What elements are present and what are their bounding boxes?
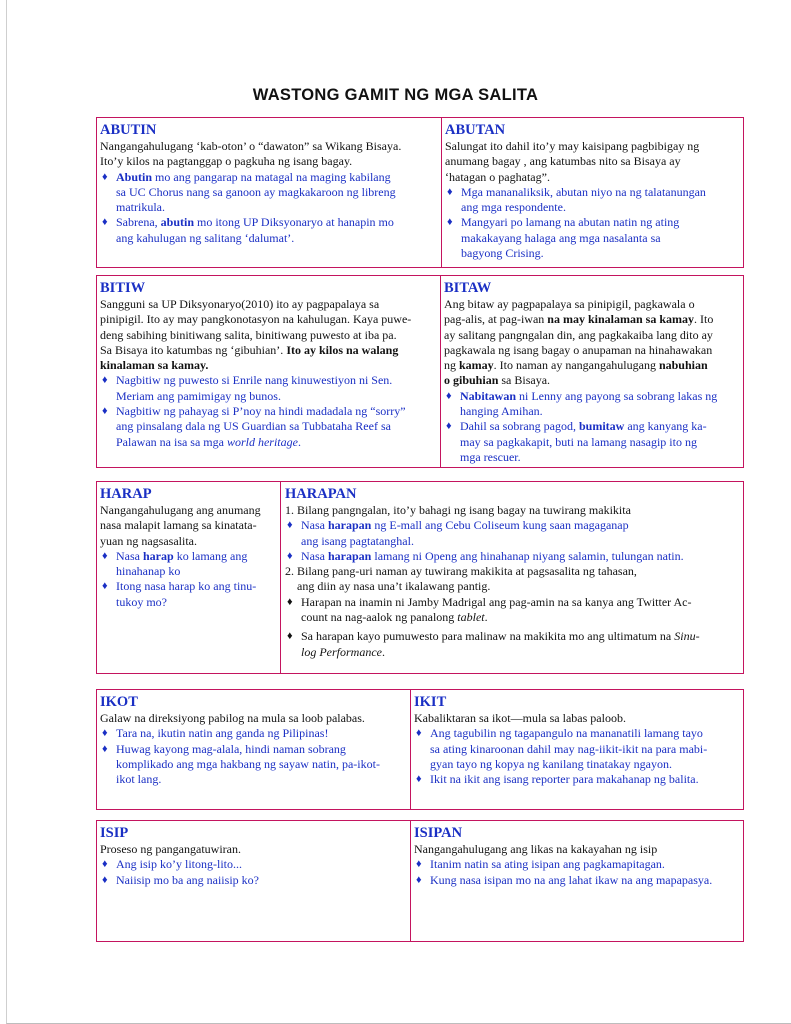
heading-bitiw: BITIW: [100, 280, 146, 296]
cell-ikot: [100, 694, 408, 787]
diamond-bullet-icon: ♦: [287, 519, 293, 532]
cell-ikit: [414, 694, 742, 787]
cell-harapan: [285, 486, 741, 660]
diamond-bullet-icon: ♦: [416, 773, 422, 786]
heading-bitaw: BITAW: [444, 280, 492, 296]
box-divider: [410, 690, 411, 809]
example-item: ♦ Nagbitiw ng pahayag si P’noy na hindi madadala ng “sorry” ang pinsalang dala ng US Guardian sa Tubbataha Reef sa Palawan na isa sa mga world heritage.: [102, 404, 406, 449]
diamond-bullet-icon: ♦: [102, 549, 108, 562]
example-item: ♦ Naiisip mo ba ang naiisip ko?: [102, 872, 259, 887]
diamond-bullet-icon: ♦: [102, 405, 108, 418]
definition-ikot: Galaw na direksiyong pabilog na mula sa loob palabas.: [100, 711, 365, 725]
box-divider: [441, 118, 442, 267]
example-item: ♦ Sabrena, abutin mo itong UP Diksyonaryo at hanapin mo ang kahulugan ng salitang ‘dalumat’.: [102, 215, 394, 245]
diamond-bullet-icon: ♦: [416, 873, 422, 886]
example-item: ♦ Nabitawan ni Lenny ang payong sa sobrang lakas ng hanging Amihan.: [446, 388, 718, 419]
example-item: ♦ Abutin mo ang pangarap na matagal na maging kabilang sa UC Chorus nang sa ganoon ay magkakaroon ng libreng matrikula.: [102, 169, 396, 215]
diamond-bullet-icon: ♦: [287, 549, 293, 562]
diamond-bullet-icon: ♦: [102, 216, 108, 229]
definition-abutin: Nangangahulugang ‘kab-oton’ o “dawaton” sa Wikang Bisaya. Ito’y kilos na pagtanggap o pagkuha ng isang bagay.: [100, 139, 402, 169]
cell-bitiw: [100, 280, 438, 450]
examples-abutin: [100, 170, 438, 246]
cell-isip: [100, 825, 408, 888]
definition-isip: Proseso ng pangangatuwiran.: [100, 842, 241, 856]
example-item: ♦ Tara na, ikutin natin ang ganda ng Pilipinas!: [102, 726, 329, 741]
example-item: ♦ Harapan na inamin ni Jamby Madrigal ang pag-amin na sa kanya ang Twitter Ac- count na nag-aalok ng panalong tablet.: [287, 594, 692, 625]
heading-isipan: ISIPAN: [414, 825, 463, 841]
diamond-bullet-icon: ♦: [102, 170, 108, 183]
example-item: ♦ Nasa harap ko lamang ang hinahanap ko: [102, 548, 248, 579]
example-item: ♦ Nasa harapan ng E-mall ang Cebu Coliseum kung saan magaganap ang isang pagtatanghal.: [287, 518, 629, 548]
heading-abutan: ABUTAN: [445, 122, 506, 138]
diamond-bullet-icon: ♦: [446, 389, 452, 402]
box-divider: [280, 482, 281, 673]
example-item: ♦ Itanim natin sa ating isipan ang pagkamapitagan.: [416, 857, 665, 872]
diamond-bullet-icon: ♦: [447, 185, 453, 198]
diamond-bullet-icon: ♦: [287, 630, 293, 643]
example-item: ♦ Sa harapan kayo pumuwesto para malinaw na makikita mo ang ultimatum na Sinu- log Performance.: [287, 629, 700, 659]
box-ikot-ikit: [96, 689, 744, 810]
diamond-bullet-icon: ♦: [416, 727, 422, 740]
examples-bitaw: [444, 389, 742, 465]
box-divider: [410, 821, 411, 941]
example-item: ♦ Ang tagubilin ng tagapangulo na mananatili lamang tayo sa ating kinaroonan dahil may nag-iikit-ikit na para mabi- gyan tayo ng kopya ng kanilang tinatakay ngayon.: [416, 726, 708, 771]
cell-abutan: [445, 122, 741, 261]
diamond-bullet-icon: ♦: [287, 595, 293, 608]
cell-isipan: [414, 825, 742, 888]
heading-harap: HARAP: [100, 486, 152, 502]
examples-isipan: [414, 857, 742, 888]
definition-harap: Nangangahulugang ang anumang nasa malapit lamang sa kinatata- yuan ng nagsasalita.: [100, 503, 261, 548]
sense-2-harapan: 2. Bilang pang-uri naman ay tuwirang makikita at pagsasalita ng tahasan, ang diin ay nasa una’t ikalawang pantig.: [285, 564, 637, 594]
box-bitiw-bitaw: [96, 275, 744, 468]
example-item: ♦ Itong nasa harap ko ang tinu- tukoy mo?: [102, 579, 257, 609]
example-item: ♦ Kung nasa isipan mo na ang lahat ikaw na ang mapapasya.: [416, 872, 713, 887]
diamond-bullet-icon: ♦: [447, 216, 453, 229]
page-title: WASTONG GAMIT NG MGA SALITA: [252, 86, 539, 104]
diamond-bullet-icon: ♦: [102, 374, 108, 387]
diamond-bullet-icon: ♦: [102, 873, 108, 886]
definition-ikit: Kabaliktaran sa ikot—mula sa labas paloob.: [414, 711, 626, 725]
example-item: ♦ Ikit na ikit ang isang reporter para makahanap ng balita.: [416, 772, 699, 787]
heading-isip: ISIP: [100, 825, 129, 841]
examples-abutan: [445, 185, 741, 261]
box-isip-isipan: [96, 820, 744, 942]
sense-1-harapan: 1. Bilang pangngalan, ito’y bahagi ng isang bagay na tuwirang makikita: [285, 503, 631, 517]
examples-isip: [100, 857, 408, 888]
box-abutin-abutan: [96, 117, 744, 268]
diamond-bullet-icon: ♦: [416, 858, 422, 871]
cell-abutin: [100, 122, 438, 246]
example-item: ♦ Dahil sa sobrang pagod, bumitaw ang kanyang ka- may sa pagkakapit, buti na lamang nasagip ito ng mga rescuer.: [446, 419, 707, 464]
example-item: ♦ Nasa harapan lamang ni Openg ang hinahanap niyang salamin, tulungan natin.: [287, 548, 684, 563]
definition-abutan: Salungat ito dahil ito’y may kaisipang pagbibigay ng anumang bagay , ang katumbas nito sa Bisaya ay ‘hatagan o paghatag”.: [445, 139, 700, 184]
box-harap-harapan: [96, 481, 744, 674]
examples-harapan-2: [285, 595, 741, 660]
example-item: ♦ Nagbitiw ng puwesto si Enrile nang kinuwestiyon ni Sen. Meriam ang pamimigay ng bunos.: [102, 373, 393, 403]
definition-bitiw: Sangguni sa UP Diksyonaryo(2010) ito ay pagpapalaya sa pinipigil. Ito ay may pangkonotasyon na kahulugan. Kaya puwe- deng sabihing binitiwang salita, binitiwang puwesto at iba pa. Sa Bisaya ito katumbas ng ‘gibuhian’. Ito ay kilos na walang kinalaman sa kamay.: [100, 297, 412, 373]
examples-bitiw: [100, 373, 438, 449]
definition-isipan: Nangangahulugang ang likas na kakayahan ng isip: [414, 842, 658, 856]
definition-bitaw: Ang bitaw ay pagpapalaya sa pinipigil, pagkawala o pag-alis, at pag-iwan na may kinalaman sa kamay. Ito ay salitang pangngalan din, ang pagkakaiba lang dito ay pagkawala ng isang bagay o anupaman na hinahawakan ng kamay. Ito naman ay nangangahulugang nabuhian o gibuhian sa Bisaya.: [444, 297, 714, 388]
examples-ikot: [100, 726, 408, 787]
diamond-bullet-icon: ♦: [102, 858, 108, 871]
heading-abutin: ABUTIN: [100, 122, 157, 138]
example-item: ♦ Huwag kayong mag-alala, hindi naman sobrang komplikado ang mga hakbang ng sayaw natin, pa-ikot- ikot lang.: [102, 741, 380, 787]
example-item: ♦ Ang isip ko’y litong-lito...: [102, 857, 242, 872]
heading-ikit: IKIT: [414, 694, 447, 710]
example-item: ♦ Mangyari po lamang na abutan natin ng ating makakayang halaga ang mga nasalanta sa bagyong Crising.: [447, 215, 680, 261]
heading-harapan: HARAPAN: [285, 486, 357, 502]
diamond-bullet-icon: ♦: [102, 742, 108, 755]
examples-ikit: [414, 726, 742, 787]
examples-harapan-1: [285, 518, 741, 564]
cell-bitaw: [444, 280, 742, 465]
cell-harap: [100, 486, 278, 610]
heading-ikot: IKOT: [100, 694, 138, 710]
examples-harap: [100, 549, 278, 610]
diamond-bullet-icon: ♦: [102, 727, 108, 740]
diamond-bullet-icon: ♦: [102, 580, 108, 593]
diamond-bullet-icon: ♦: [446, 420, 452, 433]
example-item: ♦ Mga mananaliksik, abutan niyo na ng talatanungan ang mga respondente.: [447, 184, 706, 215]
box-divider: [440, 276, 441, 467]
